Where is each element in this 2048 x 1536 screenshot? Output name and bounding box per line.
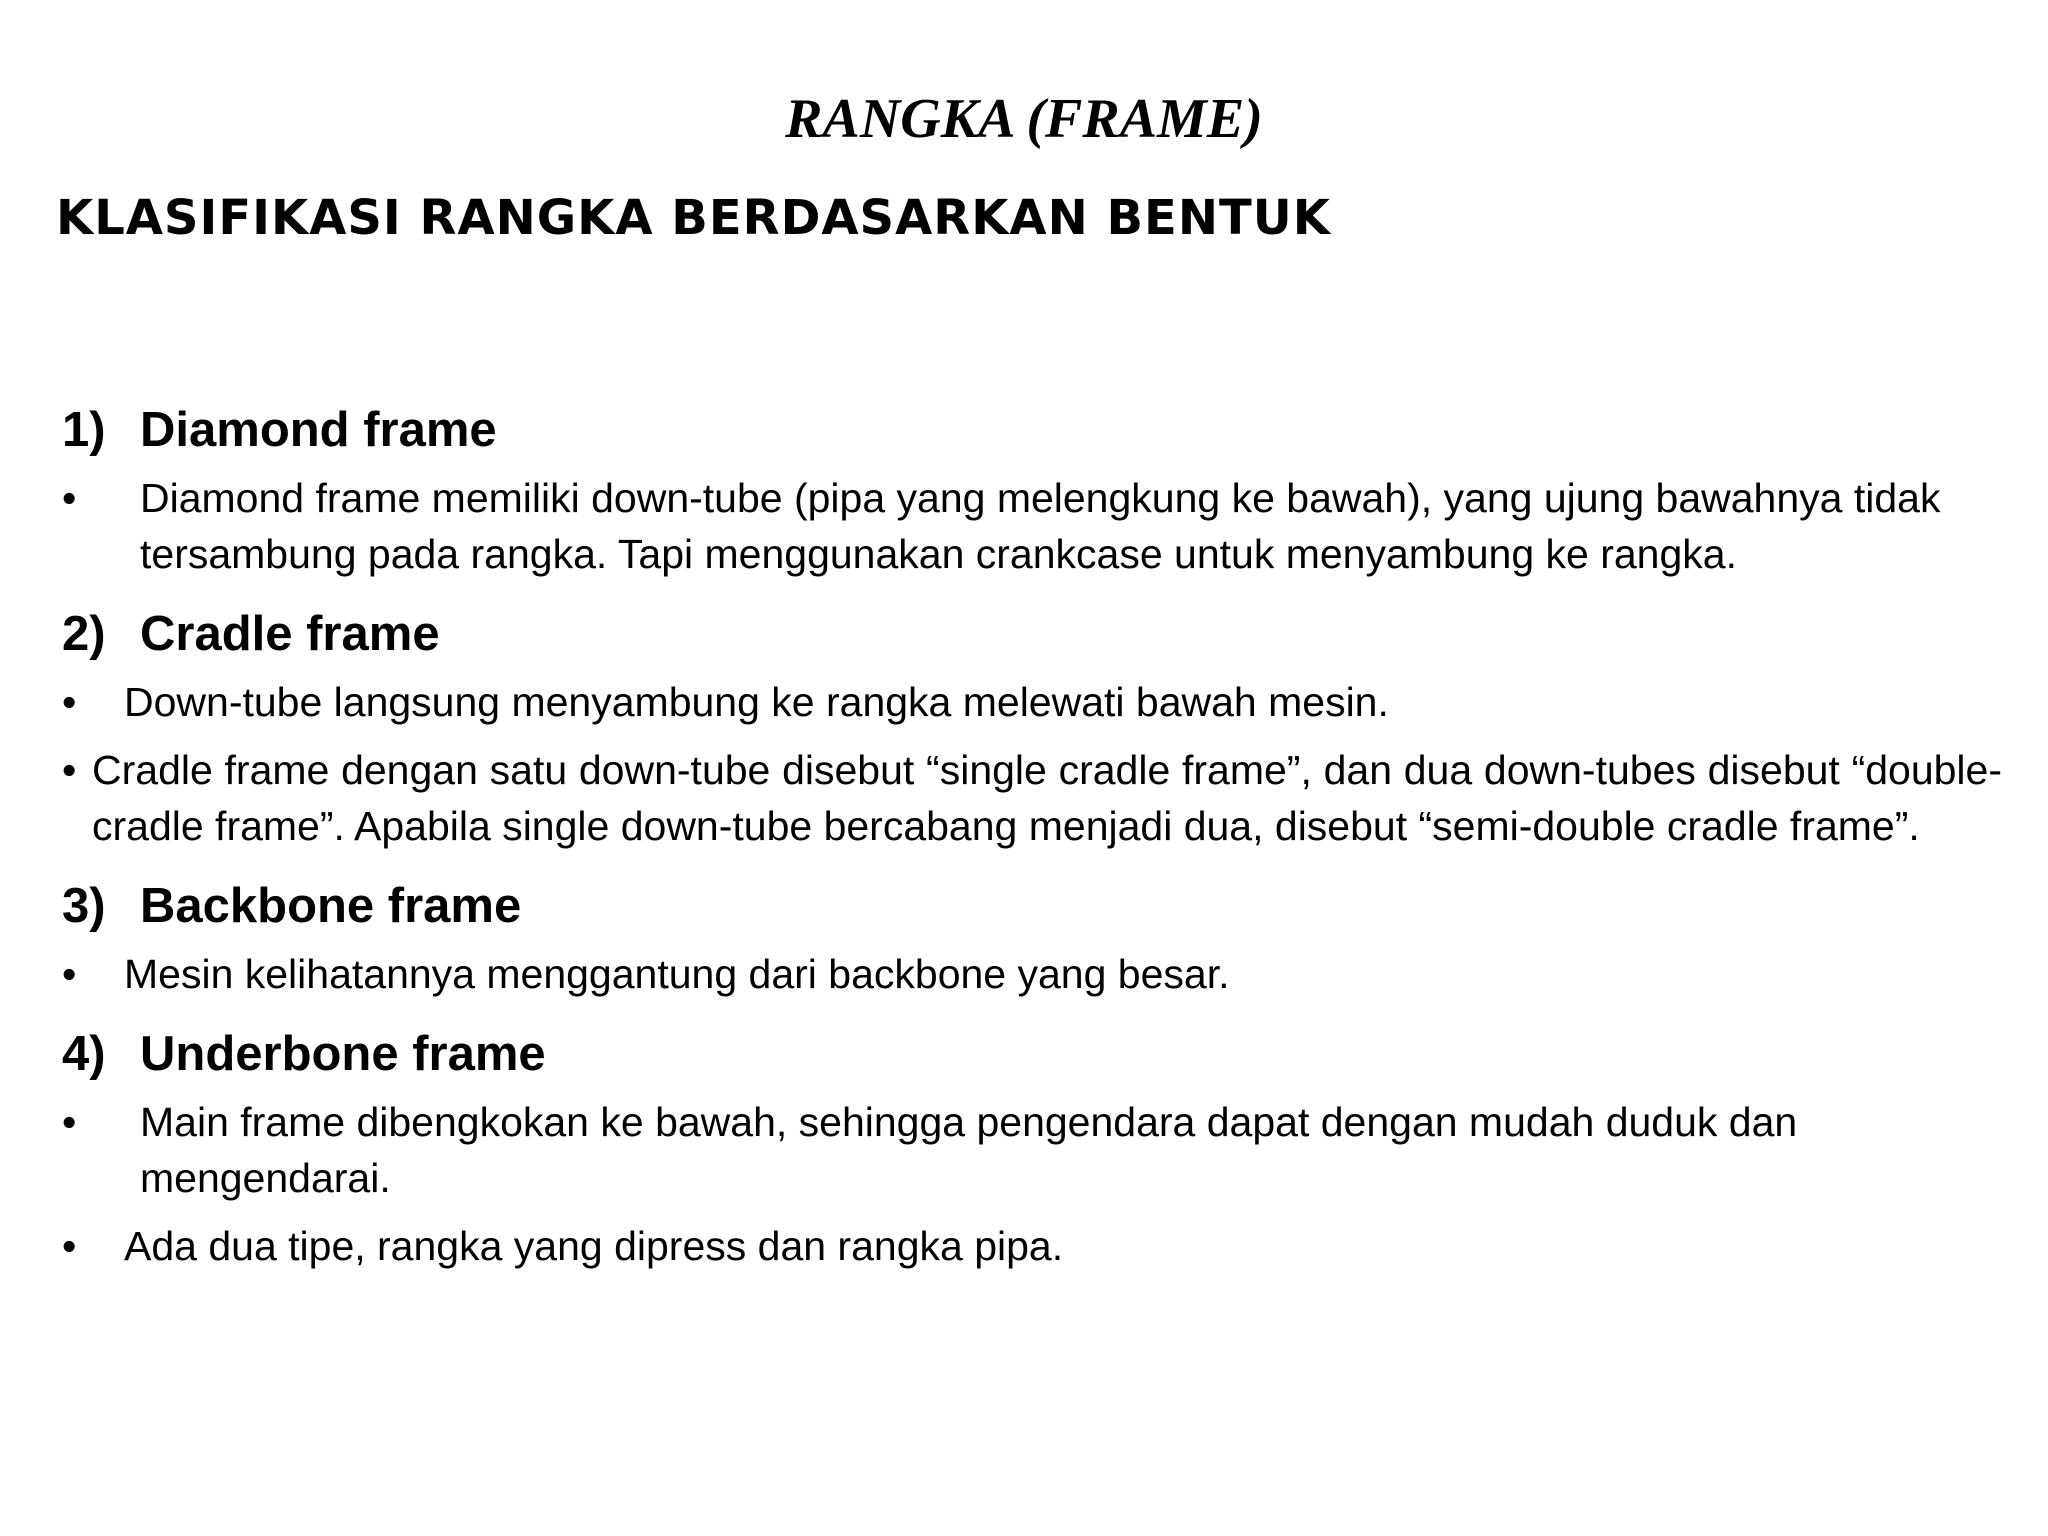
bullet-item bbox=[62, 742, 2002, 854]
section-heading bbox=[62, 400, 2002, 460]
bullet-text: Cradle frame dengan satu down-tube disebut “single cradle frame”, dan dua down-tubes disebut “double-cradle frame”. Apabila single down-tube bercabang menjadi dua, disebut “semi-double cradle frame”. bbox=[92, 747, 2002, 849]
bullet-item bbox=[62, 470, 2002, 582]
section-heading bbox=[62, 876, 2002, 936]
bullet-text: Ada dua tipe, rangka yang dipress dan rangka pipa. bbox=[124, 1223, 1064, 1269]
bullet-text: Down-tube langsung menyambung ke rangka melewati bawah mesin. bbox=[124, 679, 1389, 725]
bullet-text: Mesin kelihatannya menggantung dari backbone yang besar. bbox=[124, 951, 1230, 997]
bullet-item bbox=[62, 1218, 2002, 1274]
section-title: Backbone frame bbox=[140, 879, 522, 933]
bullet-item bbox=[62, 1094, 2002, 1206]
section-cradle-frame bbox=[62, 604, 2002, 854]
bullet-icon: • bbox=[62, 951, 77, 997]
section-title: Underbone frame bbox=[140, 1027, 546, 1081]
bullet-text: Diamond frame memiliki down-tube (pipa yang melengkung ke bawah), yang ujung bawahnya tidak tersambung pada rangka. Tapi menggunakan crankcase untuk menyambung ke rangka. bbox=[140, 475, 1941, 577]
section-title: Diamond frame bbox=[140, 403, 497, 457]
section-diamond-frame bbox=[62, 400, 2002, 582]
bullet-item bbox=[62, 946, 2002, 1002]
section-backbone-frame bbox=[62, 876, 2002, 1002]
bullet-text: Main frame dibengkokan ke bawah, sehingga pengendara dapat dengan mudah duduk dan mengendarai. bbox=[140, 1099, 1798, 1201]
section-number: 4) bbox=[62, 1027, 106, 1081]
bullet-icon: • bbox=[62, 1099, 77, 1145]
section-number: 1) bbox=[62, 403, 106, 457]
bullet-icon: • bbox=[62, 679, 77, 725]
bullet-icon: • bbox=[62, 475, 77, 521]
section-underbone-frame bbox=[62, 1024, 2002, 1274]
slide-subtitle: KLASIFIKASI RANGKA BERDASARKAN BENTUK bbox=[56, 190, 1331, 246]
bullet-icon: • bbox=[62, 1223, 77, 1269]
slide-title: RANGKA (FRAME) bbox=[785, 88, 1263, 150]
section-number: 3) bbox=[62, 879, 106, 933]
section-title: Cradle frame bbox=[140, 607, 440, 661]
bullet-icon: • bbox=[62, 747, 77, 793]
bullet-item bbox=[62, 674, 2002, 730]
section-heading bbox=[62, 604, 2002, 664]
frame-types-list bbox=[62, 400, 2002, 1286]
section-heading bbox=[62, 1024, 2002, 1084]
section-number: 2) bbox=[62, 607, 106, 661]
